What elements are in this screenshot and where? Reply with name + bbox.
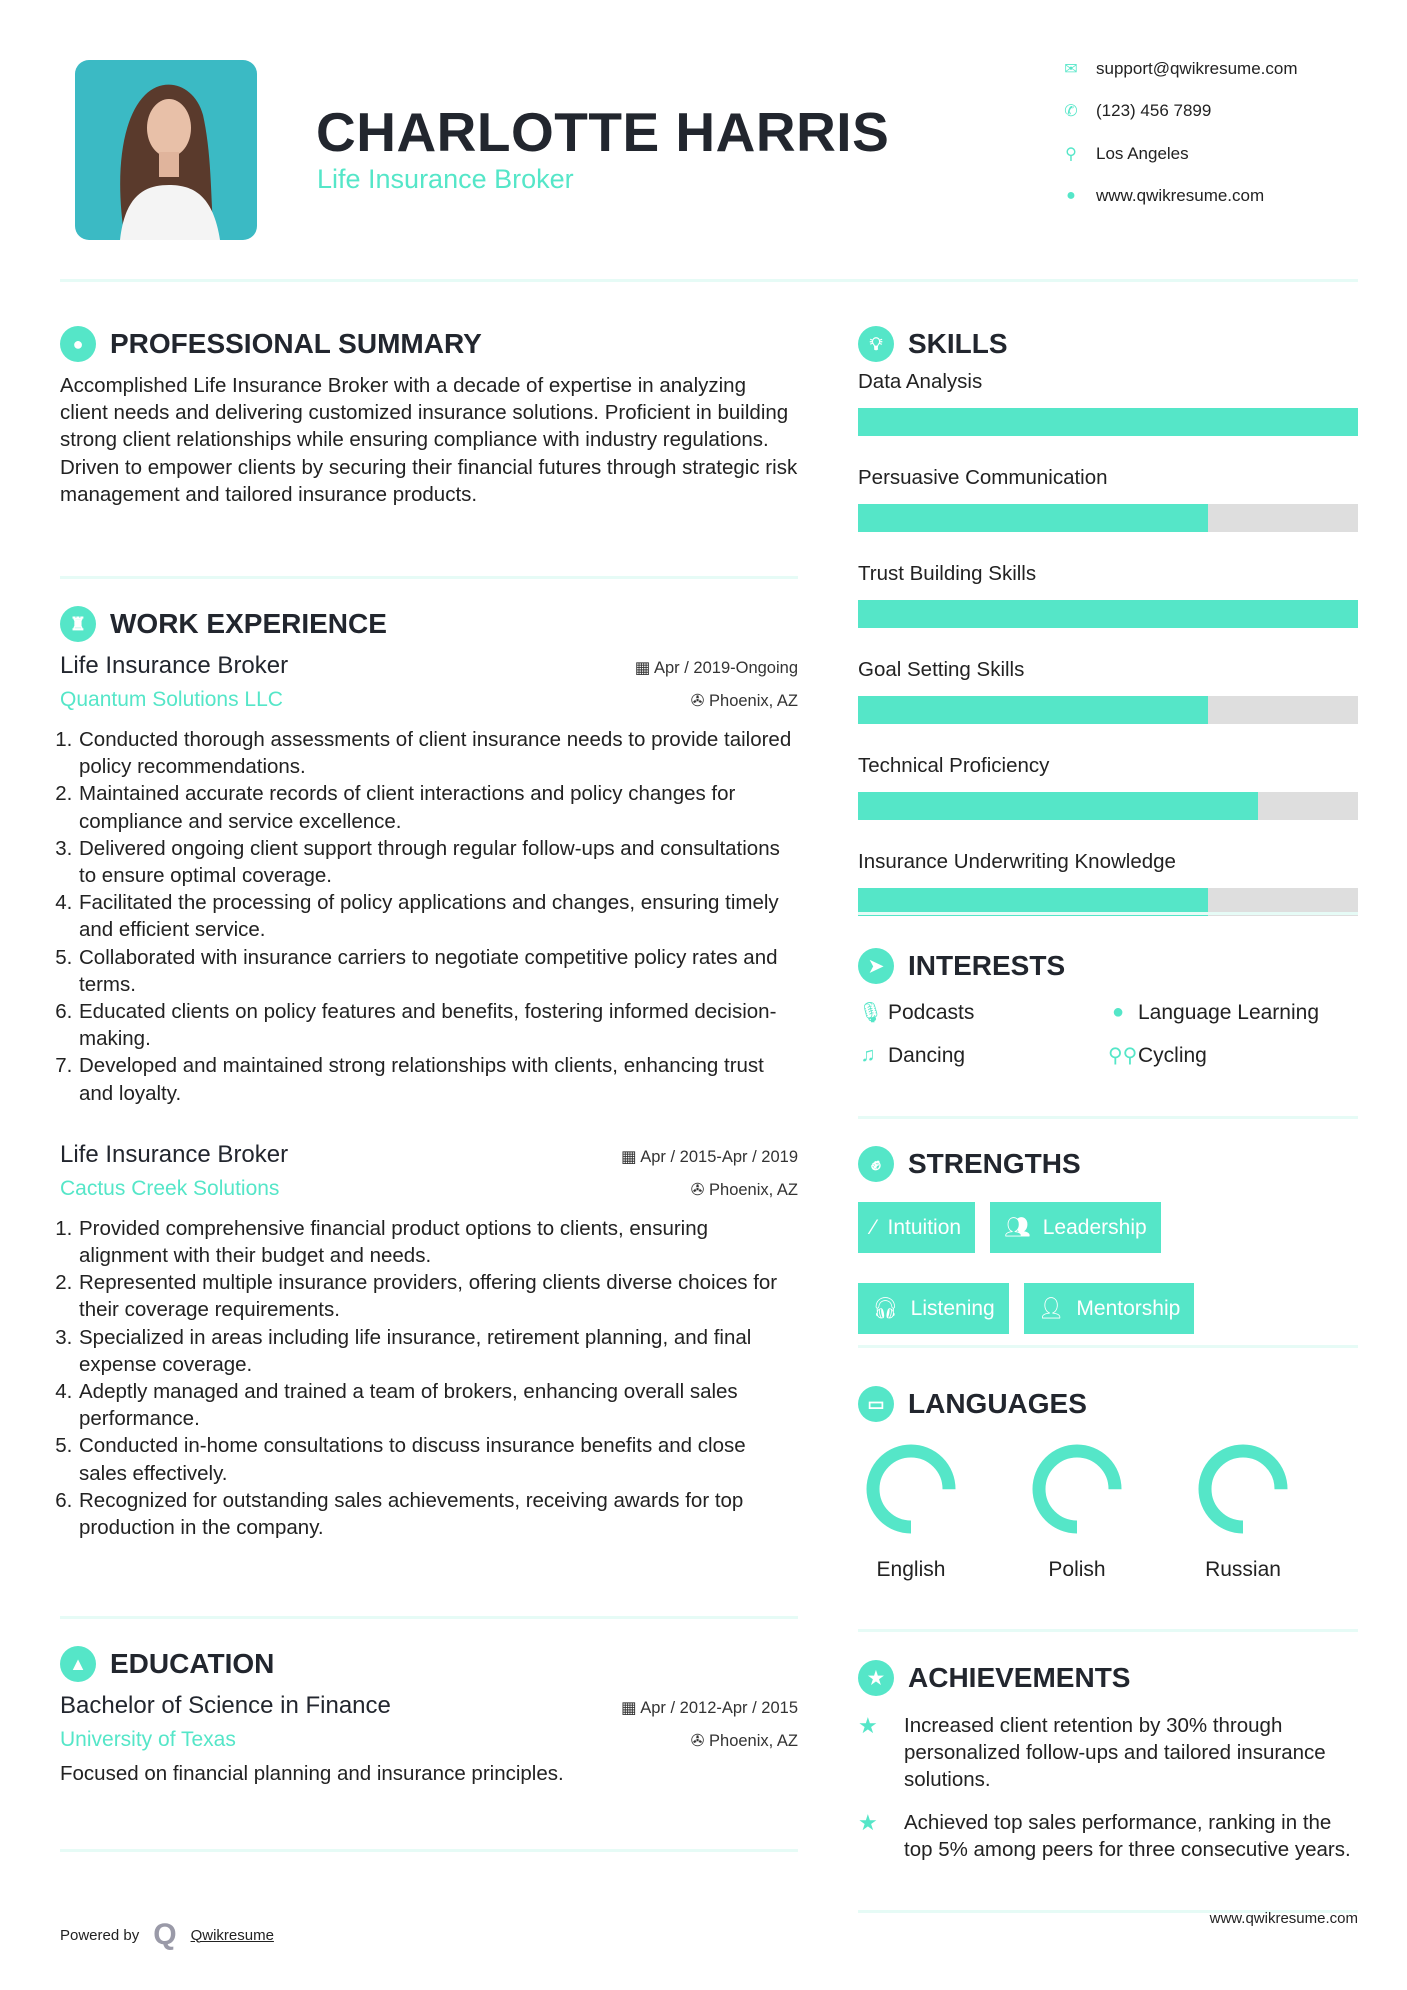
job-location: Phoenix, AZ <box>709 692 798 710</box>
footer-website[interactable]: www.qwikresume.com <box>1209 1910 1358 1927</box>
skill-label: Goal Setting Skills <box>858 658 1025 681</box>
profile-photo <box>75 60 257 240</box>
job-title: Life Insurance Broker <box>60 652 289 679</box>
divider <box>858 1345 1358 1348</box>
contact-location <box>1062 144 1189 164</box>
job-bullet: 2. Represented multiple insurance providers, offering clients diverse choices for their coverage requirements. <box>78 1269 798 1323</box>
skill-bar-fill <box>858 696 1208 724</box>
job-bullet: 6. Educated clients on policy features and benefits, fostering informed decision-making. <box>78 998 798 1052</box>
interest-item <box>1108 1043 1358 1068</box>
job-bullet: 6. Recognized for outstanding sales achievements, receiving awards for top production in the company. <box>78 1487 798 1541</box>
chair-icon: ♜ <box>60 606 96 642</box>
divider <box>60 576 798 579</box>
skill-bar-fill <box>858 600 1358 628</box>
work-section <box>60 606 798 1541</box>
job-bullet: 3. Delivered ongoing client support through regular follow-ups and consultations to ensure optimal coverage. <box>78 835 798 889</box>
language-item <box>1198 1444 1288 1582</box>
job-entry <box>60 652 798 1107</box>
skill-item <box>858 562 1358 628</box>
language-card-icon: ▭ <box>858 1386 894 1422</box>
map-pin-icon: ⚲ <box>1065 146 1077 163</box>
language-label: Polish <box>1048 1558 1106 1581</box>
globe-icon: ● <box>1111 1001 1125 1023</box>
education-date: Apr / 2012-Apr / 2015 <box>640 1699 798 1717</box>
skill-label: Insurance Underwriting Knowledge <box>858 850 1176 873</box>
interest-label: Language Learning <box>1138 1000 1320 1024</box>
envelope-icon: ✉ <box>1064 61 1078 78</box>
job-date: Apr / 2019-Ongoing <box>653 659 798 677</box>
website-text: www.qwikresume.com <box>1096 186 1265 205</box>
section-heading: WORK EXPERIENCE <box>110 608 387 639</box>
job-date: Apr / 2015-Apr / 2019 <box>640 1147 798 1166</box>
interests-section <box>858 948 1358 1068</box>
language-ring <box>866 1444 956 1534</box>
achievement-text: Increased client retention by 30% through personalized follow-ups and tailored insurance solutions. <box>904 1714 1326 1791</box>
education-description: Focused on financial planning and insurance principles. <box>60 1762 564 1785</box>
contact-email[interactable] <box>1062 59 1298 79</box>
calendar-icon: ▦ <box>620 1147 641 1166</box>
skills-section <box>858 326 1358 946</box>
interest-item <box>858 1043 1108 1068</box>
job-entry <box>60 1141 798 1541</box>
achievement-item <box>858 1809 1358 1863</box>
skill-item <box>858 754 1358 820</box>
pin-icon: ✇ <box>690 1732 710 1750</box>
section-heading: SKILLS <box>908 328 1008 359</box>
brand-link[interactable]: Qwikresume <box>190 1926 274 1944</box>
strength-chip <box>990 1202 1161 1253</box>
skill-label: Data Analysis <box>858 370 983 393</box>
interest-item <box>858 1000 1108 1025</box>
divider <box>60 1849 798 1852</box>
degree: Bachelor of Science in Finance <box>60 1692 391 1719</box>
job-bullet: 2. Maintained accurate records of client interactions and policy changes for compliance and service excellence. <box>78 780 798 834</box>
skill-bar-fill <box>858 408 1358 436</box>
job-bullet: 7. Developed and maintained strong relationships with clients, enhancing trust and loyalty. <box>78 1052 798 1106</box>
company-name: Cactus Creek Solutions <box>60 1176 280 1200</box>
strength-chip <box>858 1202 975 1253</box>
divider <box>858 1116 1358 1119</box>
job-bullet: 4. Facilitated the processing of policy applications and changes, ensuring timely and efficient service. <box>78 889 798 943</box>
language-ring <box>1198 1444 1288 1534</box>
header-divider <box>60 279 1358 282</box>
candidate-title: Life Insurance Broker <box>317 164 574 194</box>
fist-icon: ✊︎ <box>858 1146 894 1182</box>
company-name: Quantum Solutions LLC <box>60 688 283 711</box>
language-label: Russian <box>1205 1558 1281 1581</box>
users-icon: 👥︎ <box>1004 1215 1031 1239</box>
powered-by-text: Powered by <box>60 1926 140 1944</box>
strength-chip <box>1024 1283 1195 1334</box>
magic-wand-icon: ⁄ <box>872 1215 876 1239</box>
candidate-name: CHARLOTTE HARRIS <box>316 101 890 163</box>
microphone-icon: 🎙︎ <box>858 1002 884 1024</box>
job-location: Phoenix, AZ <box>709 1180 798 1199</box>
qwikresume-logo-icon: Q <box>153 1918 177 1951</box>
pin-icon: ✇ <box>690 692 710 710</box>
education-section <box>60 1646 798 1787</box>
star-badge-icon: ★ <box>858 1660 894 1696</box>
skill-bar <box>858 792 1358 820</box>
globe-icon: ● <box>1066 187 1076 204</box>
email-text: support@qwikresume.com <box>1096 59 1298 78</box>
pin-icon: ✇ <box>690 1180 710 1199</box>
strengths-section <box>858 1146 1358 1334</box>
skill-bar <box>858 600 1358 628</box>
section-heading: ACHIEVEMENTS <box>908 1662 1131 1693</box>
achievements-section <box>858 1660 1358 1863</box>
user-plus-icon: 👤︎ <box>1037 1296 1065 1320</box>
graduation-icon: ▲ <box>60 1646 96 1682</box>
bicycle-icon: ⚲⚲ <box>1108 1045 1138 1067</box>
interest-label: Dancing <box>888 1043 966 1067</box>
interest-item <box>1108 1000 1358 1025</box>
skill-item <box>858 850 1358 916</box>
achievement-text: Achieved top sales performance, ranking in the top 5% among peers for three consecutive years. <box>904 1811 1351 1861</box>
section-heading: EDUCATION <box>110 1648 275 1679</box>
strength-label: Intuition <box>887 1215 962 1239</box>
headphones-icon: 🎧︎ <box>872 1296 899 1320</box>
strength-label: Leadership <box>1042 1215 1147 1239</box>
job-bullet: 1. Provided comprehensive financial product options to clients, ensuring alignment with their budget and needs. <box>78 1215 798 1269</box>
section-heading: STRENGTHS <box>908 1148 1081 1179</box>
footer-powered <box>60 1918 274 1952</box>
divider <box>60 1616 798 1619</box>
divider <box>858 912 1358 915</box>
job-bullet: 1. Conducted thorough assessments of client insurance needs to provide tailored policy recommendations. <box>78 726 798 780</box>
summary-text: Accomplished Life Insurance Broker with a decade of expertise in analyzing client needs and delivering customized insurance solutions. Proficient in building strong client relationships while ensuring compliance with industry regulations. Driven to empower clients by securing their financial futures through strategic risk management and tailored insurance products. <box>60 374 798 506</box>
skill-bar-fill <box>858 504 1208 532</box>
job-bullet: 3. Specialized in areas including life insurance, retirement planning, and final expense coverage. <box>78 1324 798 1378</box>
skill-item <box>858 370 1358 436</box>
skill-bar <box>858 504 1358 532</box>
language-ring <box>1032 1444 1122 1534</box>
interest-label: Podcasts <box>888 1000 975 1024</box>
star-icon: ★ <box>858 1713 878 1738</box>
skill-bar <box>858 696 1358 724</box>
skill-bar <box>858 408 1358 436</box>
job-bullet: 5. Collaborated with insurance carriers to negotiate competitive policy rates and terms. <box>78 944 798 998</box>
music-icon: ♫ <box>860 1044 876 1066</box>
contact-phone[interactable] <box>1062 101 1211 121</box>
strength-label: Listening <box>910 1296 995 1320</box>
section-heading: LANGUAGES <box>908 1388 1087 1419</box>
education-location: Phoenix, AZ <box>709 1732 798 1750</box>
lightbulb-icon: 💡︎ <box>858 326 894 362</box>
job-title: Life Insurance Broker <box>60 1140 289 1168</box>
section-heading: PROFESSIONAL SUMMARY <box>110 328 482 359</box>
location-text: Los Angeles <box>1096 144 1189 163</box>
phone-icon: ✆ <box>1064 103 1078 120</box>
section-heading: INTERESTS <box>908 950 1066 981</box>
star-icon: ★ <box>858 1810 878 1835</box>
languages-section <box>858 1386 1358 1582</box>
language-item <box>866 1444 956 1582</box>
skill-label: Technical Proficiency <box>858 754 1050 777</box>
school: University of Texas <box>60 1728 236 1751</box>
language-item <box>1032 1444 1122 1582</box>
strength-chip <box>858 1283 1009 1334</box>
job-bullet: 4. Adeptly managed and trained a team of brokers, enhancing overall sales performance. <box>78 1378 798 1432</box>
summary-section <box>60 326 798 508</box>
job-bullet: 5. Conducted in-home consultations to discuss insurance benefits and close sales effectively. <box>78 1432 798 1486</box>
paper-plane-icon: ➤ <box>858 948 894 984</box>
skill-label: Persuasive Communication <box>858 466 1108 489</box>
skill-item <box>858 466 1358 532</box>
interest-label: Cycling <box>1138 1043 1207 1067</box>
phone-text: (123) 456 7899 <box>1096 101 1212 120</box>
skill-item <box>858 658 1358 724</box>
calendar-icon: ▦ <box>634 659 654 677</box>
user-icon: ● <box>60 326 96 362</box>
contact-website[interactable] <box>1062 186 1264 206</box>
calendar-icon: ▦ <box>620 1699 641 1717</box>
language-label: English <box>876 1558 946 1581</box>
skill-label: Trust Building Skills <box>858 562 1037 585</box>
skill-bar-fill <box>858 792 1258 820</box>
achievement-item <box>858 1712 1358 1793</box>
strength-label: Mentorship <box>1076 1296 1181 1320</box>
divider <box>858 1629 1358 1632</box>
